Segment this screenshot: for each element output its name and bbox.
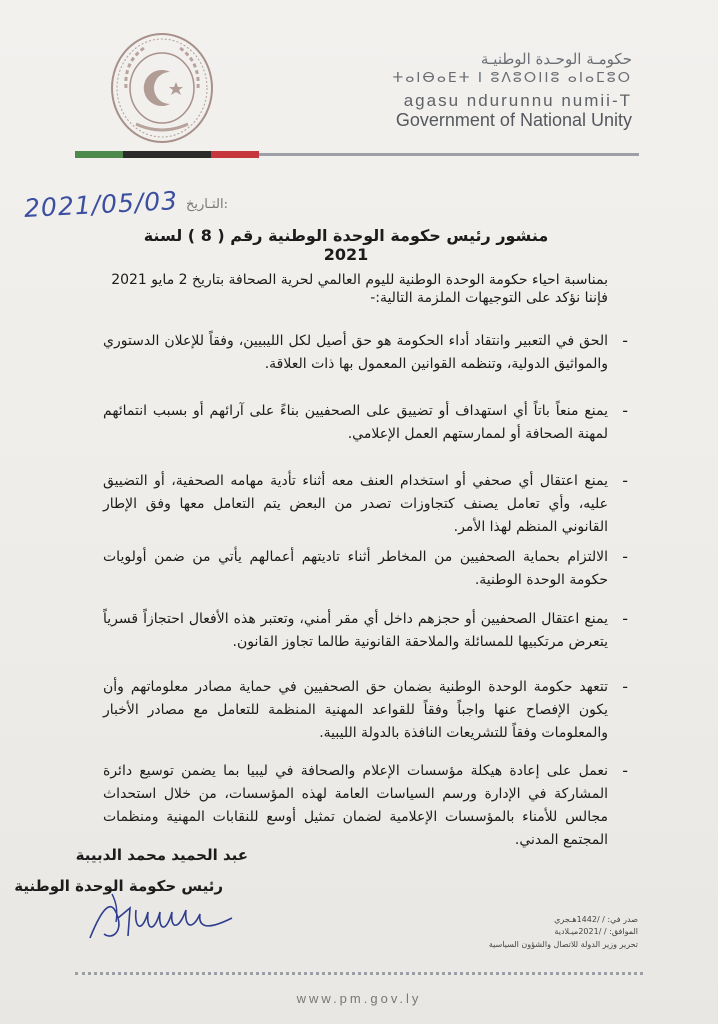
directive-item-1: الحق في التعبير وانتقاد أداء الحكومة هو حق أصيل لكل الليبيين، وفقاً للإعلان الدستوري والمواثيق الدولية، وتنظمه القوانين المعمول بها ذات العلاقة.	[103, 333, 608, 372]
directive-item-6: تتعهد حكومة الوحدة الوطنية بضمان حق الصحفيين في حماية مصادر معلوماتهم وأن يكون الإفصاح عنها واجباً وفقاً للقواعد المهنية المنظمة للتعامل مع مصادر الأخبار والمعلومات وفقاً للتشريعات النافذة بالدولة الليبية.	[103, 679, 608, 741]
bullet-dash: -	[622, 761, 628, 780]
header-amazigh-latin-name: agasu ndurunnu numii-T	[403, 91, 632, 110]
intro-line: بمناسبة احياء حكومة الوحدة الوطنية لليوم العالمي لحرية الصحافة بتاريخ 2 مايو 2021	[111, 272, 608, 288]
directive-item-3: يمنع اعتقال أي صحفي أو استخدام العنف معه أثناء تأدية مهامه الصحفية، أو التضييق عليه، وأي تعامل يصنف كتجاوزات تصدر من البعض يتم التعامل معها وفق الإطار القانوني المنظم لهذا الأمر.	[103, 473, 608, 535]
directive-item-2: يمنع منعاً باتاً أي استهداف أو تضييق على الصحفيين بناءً على آرائهم أو بسبب انتمائهم لمهنة الصحافة أو لممارستهم العمل الإعلامي.	[103, 403, 608, 442]
prepared-by-line: تحرير وزير الدولة للاتصال والشؤون السياسية	[488, 940, 638, 949]
header-tifinagh-name: ⵜⴰⵏⴱⴰⴹⵜ ⵏ ⵓⴷⵓⵔⵏⵏⵓ ⴰⵏⴰⵎⵓⵔ	[392, 70, 632, 86]
header-english-name: Government of National Unity	[395, 110, 632, 130]
document-title: منشور رئيس حكومة الوحدة الوطنية رقم ( 8 ) لسنة 2021	[143, 226, 549, 264]
flag-bar-green	[75, 151, 123, 158]
directive-item-4: الالتزام بحماية الصحفيين من المخاطر أثناء تاديتهم أعمالهم يأتي من ضمن أولويات حكومة الوحدة الوطنية.	[103, 549, 608, 588]
issued-date-line: صدر في: / /1442هـجري	[554, 915, 638, 924]
signatory-title: رئيس حكومة الوحدة الوطنية	[14, 877, 223, 895]
bullet-dash: -	[622, 401, 628, 420]
directive-item-5: يمنع اعتقال الصحفيين أو حجزهم داخل أي مقر أمني، وتعتبر هذه الأفعال احتجازاً قسرياً يتعرض مرتكبيها للمسائلة والملاحقة القانونية طالما تجاوز القانون.	[103, 611, 608, 650]
signatory-name: عبد الحميد محمد الدبيبة	[75, 846, 248, 864]
handwritten-signature-icon	[82, 888, 242, 948]
bullet-dash: -	[622, 677, 628, 696]
footer-url: www.pm.gov.ly	[296, 991, 422, 1006]
flag-bar-black	[123, 151, 211, 158]
directive-item-7: نعمل على إعادة هيكلة مؤسسات الإعلام والصحافة في ليبيا بما يضمن توسيع دائرة المشاركة في الإدارة ورسم السياسات العامة لهذه المؤسسات، من خلال استحداث مجالس للأمناء بالمؤسسات الإعلامية لضمان تمثيل أوسع للنقابات المهنية ومنظمات المجتمع المدني.	[103, 763, 608, 848]
intro-paragraph	[88, 271, 608, 307]
flag-bar-red	[211, 151, 259, 158]
header-arabic-name: حكومـة الوحـدة الوطنيـة	[480, 50, 632, 68]
footer-rule	[75, 972, 643, 975]
bullet-dash: -	[622, 547, 628, 566]
corresponding-date-line: الموافق: / /2021ميـلادية	[554, 927, 638, 936]
handwritten-date: 2021/05/03	[23, 185, 179, 224]
government-seal-icon	[110, 32, 214, 144]
bullet-dash: -	[622, 471, 628, 490]
bullet-dash: -	[622, 331, 628, 350]
intro-line: فإننا نؤكد على التوجيهات الملزمة التالية:-	[370, 290, 608, 306]
header-rule	[259, 153, 639, 156]
bullet-dash: -	[622, 609, 628, 628]
date-label: التـاريخ:	[186, 197, 228, 212]
